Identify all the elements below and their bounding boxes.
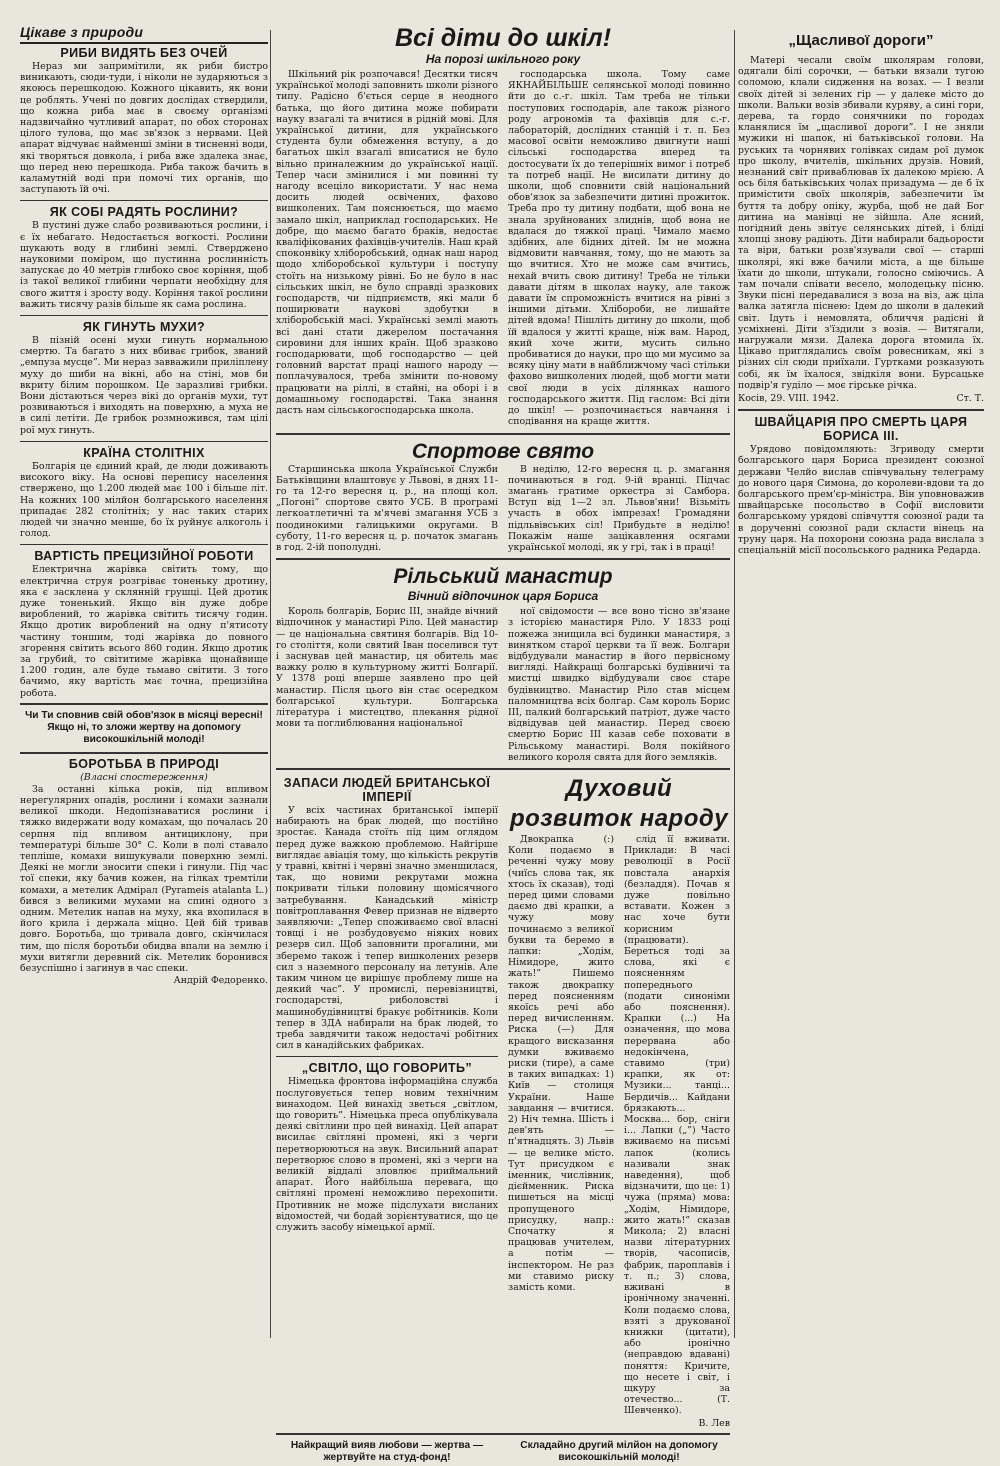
article-subtitle: (Власні спостереження) — [80, 771, 208, 783]
article-title: „СВІТЛО, ЩО ГОВОРИТЬ” — [301, 1061, 473, 1076]
article-body: Електрична жарівка світить тому, що електрична струя розгріває тоненьку дротину, яка є засклена у склянній грушці. Цей дротик дуже тоненький. Якщо він дуже добре вироблений, то жарівка світить тисячу годин. Якщо дротик вироблений на одну п'ятисоту частину тоншим, тоді жарівка до повного згорення світить всього 860 годин. Якщо дротик за грубий, то світитиме жарівка щонайвище 1.200 годин, але буде тьмаво світити. З того бачимо, яку вартість має точна, прецизійна робота. — [20, 564, 268, 699]
article-columns — [508, 834, 730, 1429]
divider — [20, 200, 268, 201]
article-columns — [276, 464, 730, 554]
article-title: РИБИ ВИДЯТЬ БЕЗ ОЧЕЙ — [60, 46, 228, 60]
article-title: БОРОТЬБА В ПРИРОДІ — [68, 756, 220, 771]
article-body: Старшинська школа Української Служби Батьківщини влаштовує у Львові, в днях 11-го та 12-го вересня ц. р., на площі кол. „Погоні” спортове свято УСБ. В програмі легкоатлетичні та м'ячеві змагання УСБ з поодинокими галицькими округами. В суботу, 11-го вересня ц. р. початок змагань в год. 2-ій пополудні. — [276, 463, 498, 553]
article-body: Король болгарів, Борис ІІІ, знайде вічний відпочинок у манастирі Ріло. Цей манастир — це національна святиня болгарів. Від 10-го століття, коли святий Іван поселився тут і заснував цей манастир, ця обитель має важку ролю в культурному житті Болгарії. У 1378 році вперше заявлено про цей манастир. Після цього він стає осередком болгарської культури. Болгарська література і мистецтво, плекання рідної мови та поглиблювання національної — [276, 606, 498, 730]
divider — [276, 768, 730, 770]
article-body: Шкільний рік розпочався! Десятки тисяч української молоді заповнить школи різного типу. Радісно б'ється серце в неодного батька, що його дитина може побирати науку взагалі та вчитися в рідній мові. Для української дитини, для українського студента були обмеження вступу, а до багатьох шкіл взагалі вписатися не було вільно приналежним до української нації. Тепер часи змінилися і ми повинні ту нагоду всеціло використати. У нас нема досить людей освічених, фахово вишколених. Там пояснюється, що маємо замало шкіл, наприклад господарських. Не добре, що маємо багато браків, недостає кваліфікованих фахівців-учителів. Наш край споконвіку хліборобський, однак наш народ щодо хліборобської культури і поступу стоїть на низькому рівні. Бо не було в нас сільських шкіл, не було справді зразкових господарств, чи підприємств, які мали б поширювати наукові здобутки в хліборобській масі. Українські землі мають всі дані стати джерелом постачання сировини для інших країн. Щоб зразково господарювати, щоб господарство — цей головний варстат праці нашого народу — поплачувалося, треба змінити по-новому працювати на ріллі, в стайні, на оборі і в домашньому господарстві. Така знання дасть нам сільськогосподарська школа. — [276, 69, 498, 417]
article-body: В неділю, 12-го вересня ц. р. змагання починаються в год. 9-ій вранці. Підчас змагань гратиме оркестра зі Самбора. Вступ від 1—2 зл. Львов'яни! Візьміть участь в обох імпрезах! Громадяни підльвівських сіл! Прибудьте в неділю! Покажім наше зацікавлення осягами української молоді, як у грі, так і в праці! — [508, 463, 730, 553]
divider — [20, 441, 268, 442]
subheadline: На порозі шкільного року — [425, 52, 581, 66]
article-author: В. Лев — [698, 1417, 730, 1429]
appeal-notice: Чи Ти сповнив свій обов'язок в місяці вересні! Якщо ні, то зложи жертву на допомогу високошкільній молоді! — [25, 709, 263, 745]
subheadline: Вічний відпочинок царя Бориса — [407, 589, 599, 604]
divider — [276, 1433, 730, 1435]
divider — [20, 315, 268, 316]
column-left — [20, 24, 268, 1342]
article-body: господарська школа. Тому саме ЯКНАЙБІЛЬШЕ селянської молоді повинно йти до с.-г. шкіл. Там треба не тільки поступових господарів, але також різного роду агрономів та фахівців для с.-г. лабораторій, дослідних станцій і т. п. Без масової освіти неможливо двигнути наші сільські господарства вперед та достосувати їх до теперішніх вимог і потреб та потреб нації. Не висилати дитину до школи, щоб сповнити свій національний обов'язок за забезпечити дитині прожиток. Треба про ту дитину подбати, щоб вона не знала зруйнованих злиднів, щоб вона не вдалася до тяжкої праці. Чимало маємо здібних, але бідних дітей. Ім не можна відмовити навчання, тому, що не мають за що вчитися. Хто не може сам вчитись, нехай вчить свою дитину! Треба не тільки давати дітям в школах науку, але також давати їм спроможність вчитися на рівні з іншими дітьми. Хлібороби, не лишайте дітей вдома! Пішліть дитину до школи, щоб їй вдалося у житті краще, ніж вам. Народ, який хоче жити, мусить сильно пробиватися до науки, про що ми мусимо за всяку ціну мати в найближчому часі стільки фахово вишколених людей, щоб могти мати свої люди в усіх ділянках нашого господарського життя. Під гаслом: Всі діти до шкіл! — розпочинається навчання і сподівання на краще життя. — [508, 69, 730, 428]
article-columns — [276, 606, 730, 763]
article-body: слід її вживати. Приклади: В часі революції в Росії повстала анархія (безладдя). Почав я дуже повільно вставати. Кожен з нас хоче бути корисним (працювати). Береться тоді за слова, які є поясненням попереднього (подати синоніми або пояснення). Крапки (...) На означення, що мова перервана або недокінчена, ставимо (три) крапки, як от: Музики... танці... Бердичів... Кайдани брязкають... Москва... бор, сніги і... Лапки („”) Часто вживаємо на письмі лапок (колись називали знак наведення), щоб відзначити, що це: 1) чужа (пряма) мова: „Ходім, Німидоре, жито жать!” сказав Микола; 2) власні назви літературних творів, часописів, фабрик, пароплавів і т. п.; 3) слова, вживані в іронічному значенні. Коли подаємо слова, взяті з друкованої книжки (цитати), або іронічно (неправдою вдавані) поняття: Кричите, що несете і світ, і щкуру за отечество... (Т. Шевченко). — [624, 833, 730, 1417]
article-footer — [738, 393, 984, 404]
article-place-date: Косів, 29. VIII. 1942. — [738, 393, 839, 405]
article-author: Ст. Т. — [956, 393, 984, 405]
divider — [20, 544, 268, 545]
divider — [738, 409, 984, 411]
article-body: В пустині дуже слабо розвиваються рослини, і є їх небагато. Недостається вогкості. Рослини шукають воду в глибині землі. Стверджено науковими поміром, що пустинна рослинність запускає до 40 метрів глибоко своє коріння, щоб із такої великої глибини черпати необхідну для свого життя і зросту воду. Коріння такої рослини важить тисячу разів більше як сама рослина. — [20, 220, 268, 310]
article-author: Андрій Федоренко. — [173, 975, 268, 987]
article-body: У всіх частинах британської імперії набирають на брак людей, що постійно зростає. Канада стоїть під цим оглядом перед дуже важкою проблемою. Найгірше виглядає авіація тому, що кількість рекрутів у травні, квітні і червні значно зменшилася, так, що новими рекрутами можна покривати тільки половину щомісячного затребування. Канадський міністр повітроплавання Февер признав не відверто заявляючи: „Тепер споживаємо свої власні товщі і не розбудовуємо ніяких нових резерв сил. Щоб заповнити прогалини, ми зберемо також і тепер вишколених резерв сил з наземного персоналу на летунів. Але таким чином це вирішує проблему лише на деякий час”. У промислі, перевізництві, господарстві, риболовстві і машинобудівництві бракує робітників. Коли тепер в ЗДА набирали на брак людей, то треба завдячити також недостачі робітних сил в канадійських фабриках. — [276, 804, 498, 1052]
divider — [276, 433, 730, 435]
article-title: ВАРТІСТЬ ПРЕЦИЗІЙНОЇ РОБОТИ — [34, 549, 254, 564]
slogan-notice: Складайно другий мілйон на допомогу високошкільній молоді! — [520, 1439, 718, 1463]
slogans — [276, 1438, 730, 1466]
headline: Всі діти до шкіл! — [394, 24, 612, 52]
divider — [20, 703, 268, 705]
article-body: ної свідомости — все воно тісно зв'язане з історією манастиря Ріло. У 1833 році пожежа знищила всі будинки манастиря, з винятком старої церкви та її веж. Болгари відбудували манастир в його первісному вигляді. Найкращі болгарські будівничі та мистці швидко відбудували своє старе будівництво. Манастир Ріло став місцем паломництва всіх болгар. Сам король Борис ІІІ, палкий болгарський патріот, дуже часто відвідував цей манастир. Перед своєю смертю Борис ІІІ казав себе поховати в Рільському манастирі. Воля покійного великого короля свята для його земляків. — [508, 606, 730, 763]
divider — [276, 1056, 498, 1057]
article-body: Двокрапка (:) Коли подаємо в реченні чужу мову (чиїсь слова так, як хтось їх сказав), тоді перед цими словами даємо дві крапки, а чужу мову починаємо з великої букви та беремо в лапки: „Ходім, Німидоре, жито жать!” Пишемо також двокрапку перед поясненням якоїсь речі або перед вичисленням. Риска (—) Для кращого висказання думки вживаємо риски (тире), а саме в таких випадках: 1) Київ — столиця України. Наше завдання — вчитися. 2) Ніч темна. Шість і дев'ять — п'ятнадцять. 3) Львів — це велике місто. Тут присудком є іменник, числівник, дієйменник. Риска пишеться на місці пропущеного присудку, напр.: Спочатку я працював учителем, а потім — інспектором. Не раз ми ставимо риску замість коми. — [508, 833, 614, 1294]
section-header: Цікаве з природи — [20, 24, 268, 44]
headline: Рільський манастир — [393, 565, 613, 589]
article-body: Болгарія це єдиний край, де люди доживають високого віку. На основі перепису населення ствержено, що 1.200 людей має 100 і більше літ. На кожних 100 мілйон болгарського населення припадає 282 столітніх; у нас таких старих людей чи значно менше, бо їх руйнує алкоголь і голод. — [20, 460, 268, 540]
article-body: В пізній осені мухи гинуть нормальною смертю. Та багато з них вбиває грибок, званий „емпуза мусце”. Ми нераз завважили приліплену муху до шиби на вікні, або на стіні, мов би вкриту білим порошком. Це заразливі грибки. Вони дістаються через вікі до органів мухи, тут розвиваються і виходять на поверхню, а муха не в силі летіти. Де грибок розмножився, там цілі рої мух гинуть. — [20, 335, 268, 436]
article-columns — [276, 774, 730, 1429]
article-body: За останні кілька років, під впливом нерегулярних опадів, рослини і комахи зазнали великої шкоди. Недопізнаватися рослини і тяжко видержати воду комахам, що почалась 20 серпня під впливом антициклону, при температурі більше 30° С. Коли в полі ставало тепліше, комахи вишукували поверхню землі. Деякі не могли зносити спеки і гинули. Під час тої спеки, яку бачив кожен, на гілках тремтіли комахи, а метелик Адмірал (Pyrameis atalanta L.) бився з великими мухами на спині одного з одним. Метелик напав на муху, яка вхопилася в його крила і держала міцно. Цей бій тривав довго. Боротьба, що тривала довго, скінчилася тим, що після боротьби обидва впали на землю і мухи витягли деревний сік. Метелик боронився безуспішно і загинув в час спеки. — [20, 783, 268, 974]
column-rule — [734, 30, 735, 1338]
article-columns — [276, 69, 730, 428]
article-body: Нераз ми запримітили, як риби бистро виникають, сюди-туди, і ніколи не зударяються з якоюсь перешкодою. Кожного цікавить, як вони це роблять. Учені по довгих дослідах ствердили, що кожна риба має в своєму організмі надзвичайно чутливий апарат, по обох сторонах цілого тулова, що має зв'язок з нервами. Цей апарат відчуває найменші зміни в тисненні води, які творяться довкола, і риба вже здалека знає, що перед нею перешкода. Риба також бачить в каламутній воді при помочі тих органів, що заступають їй очі. — [20, 61, 268, 196]
column-right — [738, 24, 984, 1342]
article-title: „Щасливої дороги” — [788, 32, 934, 49]
article-title: КРАЇНА СТОЛІТНІХ — [83, 445, 205, 460]
article-title: ЗАПАСИ ЛЮДЕЙ БРИТАНСЬКОЇ ІМПЕРІЇ — [283, 775, 491, 804]
divider — [20, 752, 268, 754]
headline: Духовий розвиток народу — [509, 774, 729, 832]
slogan-notice: Найкращий вияв любови — жертва — жертвуйте на студ-фонд! — [290, 1439, 484, 1463]
column-center — [276, 24, 730, 1463]
article-title: ЯК ГИНУТЬ МУХИ? — [82, 320, 206, 335]
article-title: ЯК СОБІ РАДЯТЬ РОСЛИНИ? — [49, 205, 239, 220]
article-body: Урядово повідомляють: Згриводу смерти болгарського царя Бориса президент союзної держави Челйо вислав співчувальну телеграму до нового царя Симона, до королеви-вдови та до болгарського прем'єр-міністра. Він уповноважив швайцарське посольство в Софії висловити болгарському урядові співчуття союзної ради та в дорученні союзної ради скласти вінець на труну царя. На похорони союзна рада вислала з спеціальній місії посольського радника Редарда. — [738, 444, 984, 556]
divider — [276, 558, 730, 560]
headline: Спортове свято — [411, 439, 595, 463]
article-body: Німецька фронтова інформаційна служба послуговується тепер новим технічним винаходом. Цей винахід зветься „світлом, що говорить”. Німецька преса опублікувала деякі світлини про цей винахід. Цей апарат висилає світляні промені, які з черги перетворюються на звук. Висильний апарат перетворює слово в промені, які з черги на великій віддалі зловлює приймальний апарат. Його найбільша перевага, що світляні промені неможливо перехопити. Противник не може підслухати висланих відомостей, чи бодай зорієнтуватися, що це служить засобу німецької армії. — [276, 1076, 498, 1234]
column-rule — [270, 30, 271, 1338]
article-title: ШВАЙЦАРІЯ ПРО СМЕРТЬ ЦАРЯ БОРИСА ІІІ. — [754, 415, 968, 444]
article-body: Матері чесали своїм школярам голови, одягали білі сорочки, — батьки вязали тугою соломою, клали сидження на возах. — І везли своїх дітей зі зелених гір — у далеке місто до школи. Вальки возів збивали куряву, а сині гори, дерева, та гордо сонячники по городах кланялися їм „щасливої дороги”. І не зняли мужики ні шапок, ні батьківської голови. На руських та чорнявих голівках сидам рої думок про школу, вчителів, шкільних друзів. Новий, незнаний світ приваблював їх далекою мрією. А ось біля батьківських чолах призадума — де б їх примістити своїх школярів, забезпечити їм буття та добру опіку, журба, щоб не дай Бог дитина на манівці не зійшла. Але ясний, погідний день звітує селянських дітей, і бліді хлопці знову радіють. Діти набирали бадьорости та віри, батьки розв'язували свої — старші школярі, які вже бачили міста, а ще більше їхати до школи, штукали, голосно сміючись. А там почали співати весело, молодецьку пісню. Звуки пісні передавалися з воза на віз, аж ціла валка затягла піснею: Ідем до школи в далекий світ. Ідуть і немовлята, обличчя радісні й усміхнені. Діти з'їздили з возів. — Витягали, нагружали мязи. Далека дорога втомила їх. Цікаво приглядались своїм ровесникам, які з різних сіл сюди приїхали. Гуртками розказують собі, як їм їхалося, звідкіля вони. Бурсацьке подвір'я гуділо — моє гірське річка. — [738, 55, 984, 391]
